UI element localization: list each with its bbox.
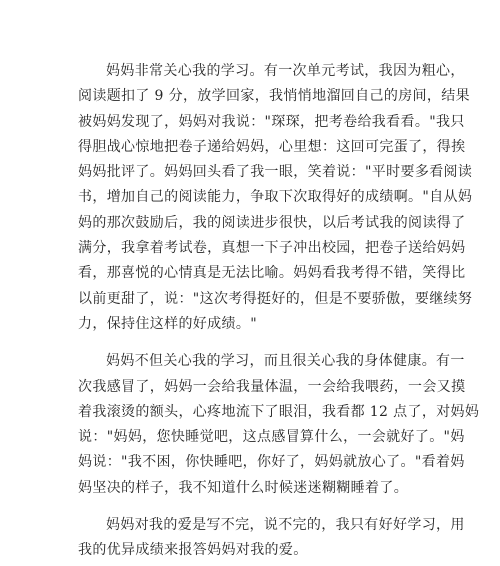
text-line: 阅读题扣了 9 分，放学回家，我悄悄地溜回自己的房间，结果 [78, 88, 470, 105]
text-line: 书，增加自己的阅读能力，争取下次取得好的成绩啊。"自从妈 [78, 189, 473, 206]
text-line: 妈妈批评了。妈妈回头看了我一眼，笑着说："平时要多看阅读 [78, 164, 473, 181]
text-line: 以前更甜了，说："这次考得挺好的，但是不要骄傲，要继续努 [78, 290, 473, 307]
text-line: 妈妈非常关心我的学习。有一次单元考试，我因为粗心， [106, 63, 465, 79]
article-body [78, 59, 480, 564]
text-line: 着我滚烫的额头，心疼地流下了眼泪，我看都 12 点了，对妈妈 [78, 403, 480, 420]
paragraph-2 [78, 349, 480, 501]
text-line: 被妈妈发现了，妈妈对我说："琛琛，把考卷给我看看。"我只 [78, 113, 465, 130]
paragraph-1 [78, 59, 473, 337]
text-line: 妈说："我不困，你快睡吧，你好了，妈妈就放心了。"看着妈 [78, 454, 465, 471]
text-line: 妈坚决的样子，我不知道什么时候迷迷糊糊睡着了。 [78, 479, 409, 496]
text-line: 次我感冒了，妈妈一会给我量体温，一会给我喂药，一会又摸 [78, 378, 466, 395]
text-line: 看，那喜悦的心情真是无法比喻。妈妈看我考得不错，笑得比 [78, 265, 466, 282]
text-line: 得胆战心惊地把卷子递给妈妈，心里想：这回可完蛋了，得挨 [78, 138, 466, 155]
text-line: 力，保持住这样的好成绩。" [78, 315, 257, 332]
text-line: 满分，我拿着考试卷，真想一下子冲出校园，把卷子送给妈妈 [78, 240, 466, 257]
text-line: 我的优异成绩来报答妈妈对我的爱。 [78, 542, 308, 559]
text-line: 妈的那次鼓励后，我的阅读进步很快，以后考试我的阅读得了 [78, 214, 466, 231]
text-line: 妈妈不但关心我的学习，而且很关心我的身体健康。有一 [106, 353, 465, 370]
text-line: 说："妈妈，您快睡觉吧，这点感冒算什么，一会就好了。"妈 [78, 429, 465, 446]
text-line: 妈妈对我的爱是写不完，说不完的，我只有好好学习，用 [106, 517, 465, 534]
paragraph-3 [78, 513, 465, 564]
